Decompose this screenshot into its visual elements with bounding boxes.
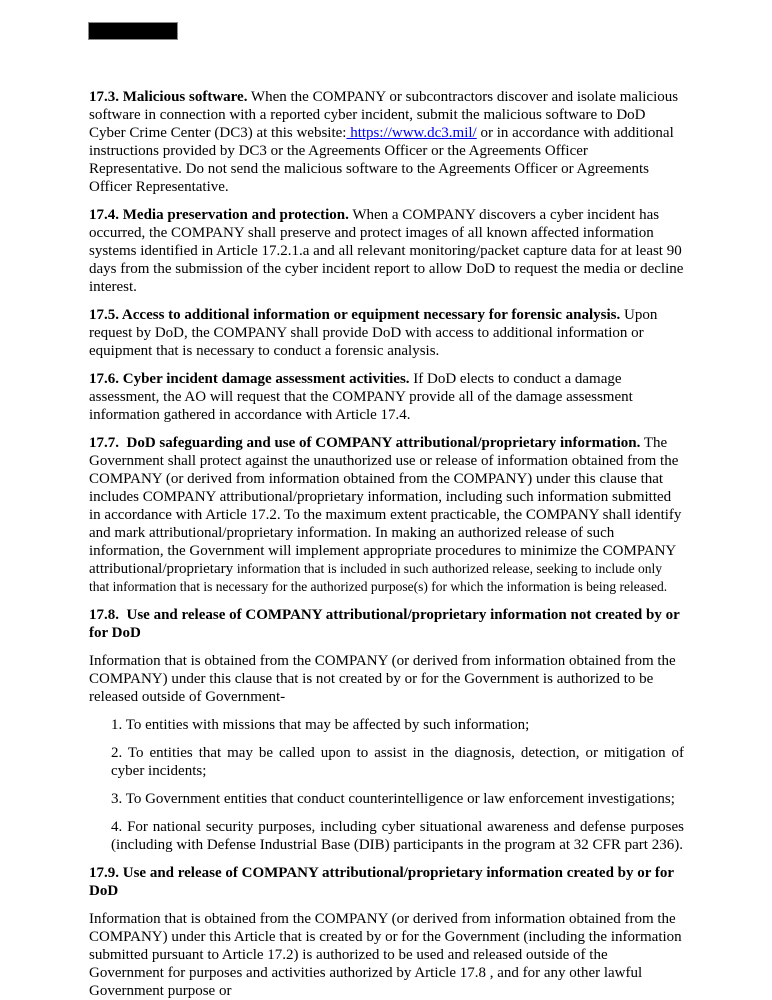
section-17-4-text: When a COMPANY discovers a cyber incident has occurred, the COMPANY shall preserve and protect images of all known affected information systems identified in Article 17.2.1.a and all relevant monitoring/packet capture data for at least 90 days from the submission of the cyber incident report to allow DoD to request the media or decline interest. xyxy=(89,207,684,295)
section-17-4-title: 17.4. Media preservation and protection. xyxy=(89,207,349,223)
section-17-4 xyxy=(89,206,684,296)
list-item-4: 4. For national security purposes, including cyber situational awareness and defense purposes (including with Defense Industrial Base (DIB) participants in the program at 32 CFR part 236). xyxy=(111,819,684,853)
section-17-8-heading: 17.8. Use and release of COMPANY attributional/proprietary information not created by or for DoD xyxy=(89,607,680,641)
section-17-6 xyxy=(89,370,684,424)
section-17-5-title: 17.5. Access to additional information or equipment necessary for forensic analysis. xyxy=(89,307,621,323)
document-content xyxy=(89,88,684,1000)
section-17-3-text-before-link: When the COMPANY or subcontractors discover and isolate malicious software in connection with a reported cyber incident, submit the malicious software to DoD Cyber Crime Center (DC3) at this website: xyxy=(89,89,679,141)
section-17-5-text: Upon request by DoD, the COMPANY shall provide DoD with access to additional information or equipment that is necessary to conduct a forensic analysis. xyxy=(89,307,658,359)
section-17-7-title: 17.7. DoD safeguarding and use of COMPANY attributional/proprietary information. xyxy=(89,435,641,451)
section-17-6-title: 17.6. Cyber incident damage assessment activities. xyxy=(89,371,410,387)
section-17-3 xyxy=(89,88,684,196)
section-17-9-intro: Information that is obtained from the COMPANY (or derived from information obtained from the COMPANY) under this Article that is created by or for the Government (including the information submitted pursuant to Article 17.2) is authorized to be used and released outside of the Government for purposes and activities authorized by Article 17.8 , and for any other lawful Government purpose or xyxy=(89,911,682,999)
section-17-7-text: The Government shall protect against the unauthorized use or release of information obtained from the COMPANY (or derived from information obtained from the COMPANY) under this clause that includes COMPANY attributional/proprietary information, including such information submitted in accordance with Article 17.2. To the maximum extent practicable, the COMPANY shall identify and mark attributional/proprietary information. In making an authorized release of such information, the Government will implement appropriate procedures to minimize the COMPANY attributional/proprietary xyxy=(89,435,682,577)
section-17-3-text-after-link: or in accordance with additional instructions provided by DC3 or the Agreements Officer or the Agreements Officer Representative. Do not send the malicious software to the Agreements Officer or Agreements Officer Representative. xyxy=(89,125,674,195)
list-item-3: 3. To Government entities that conduct counterintelligence or law enforcement investigations; xyxy=(111,791,675,807)
section-17-7-text-small: information that is included in such authorized release, seeking to include only that information that is necessary for the authorized purpose(s) for which the information is being released. xyxy=(89,561,668,594)
section-17-3-title: 17.3. Malicious software. xyxy=(89,89,248,105)
section-17-5 xyxy=(89,306,684,360)
section-17-8-intro: Information that is obtained from the COMPANY (or derived from information obtained from the COMPANY) under this clause that is not created by or for the Government is authorized to be released outside of Government- xyxy=(89,653,676,705)
dc3-website-link[interactable]: https://www.dc3.mil/ xyxy=(346,125,477,141)
section-17-7 xyxy=(89,434,684,596)
section-17-9-heading: 17.9. Use and release of COMPANY attributional/proprietary information created by or for DoD xyxy=(89,865,674,899)
list-item-1: 1. To entities with missions that may be affected by such information; xyxy=(111,717,530,733)
section-17-8-list xyxy=(89,716,684,854)
section-17-6-text: If DoD elects to conduct a damage assessment, the AO will request that the COMPANY provide all of the damage assessment information gathered in accordance with Article 17.4. xyxy=(89,371,633,423)
list-item-2: 2. To entities that may be called upon to assist in the diagnosis, detection, or mitigation of cyber incidents; xyxy=(111,745,684,779)
redaction-box xyxy=(88,22,178,40)
